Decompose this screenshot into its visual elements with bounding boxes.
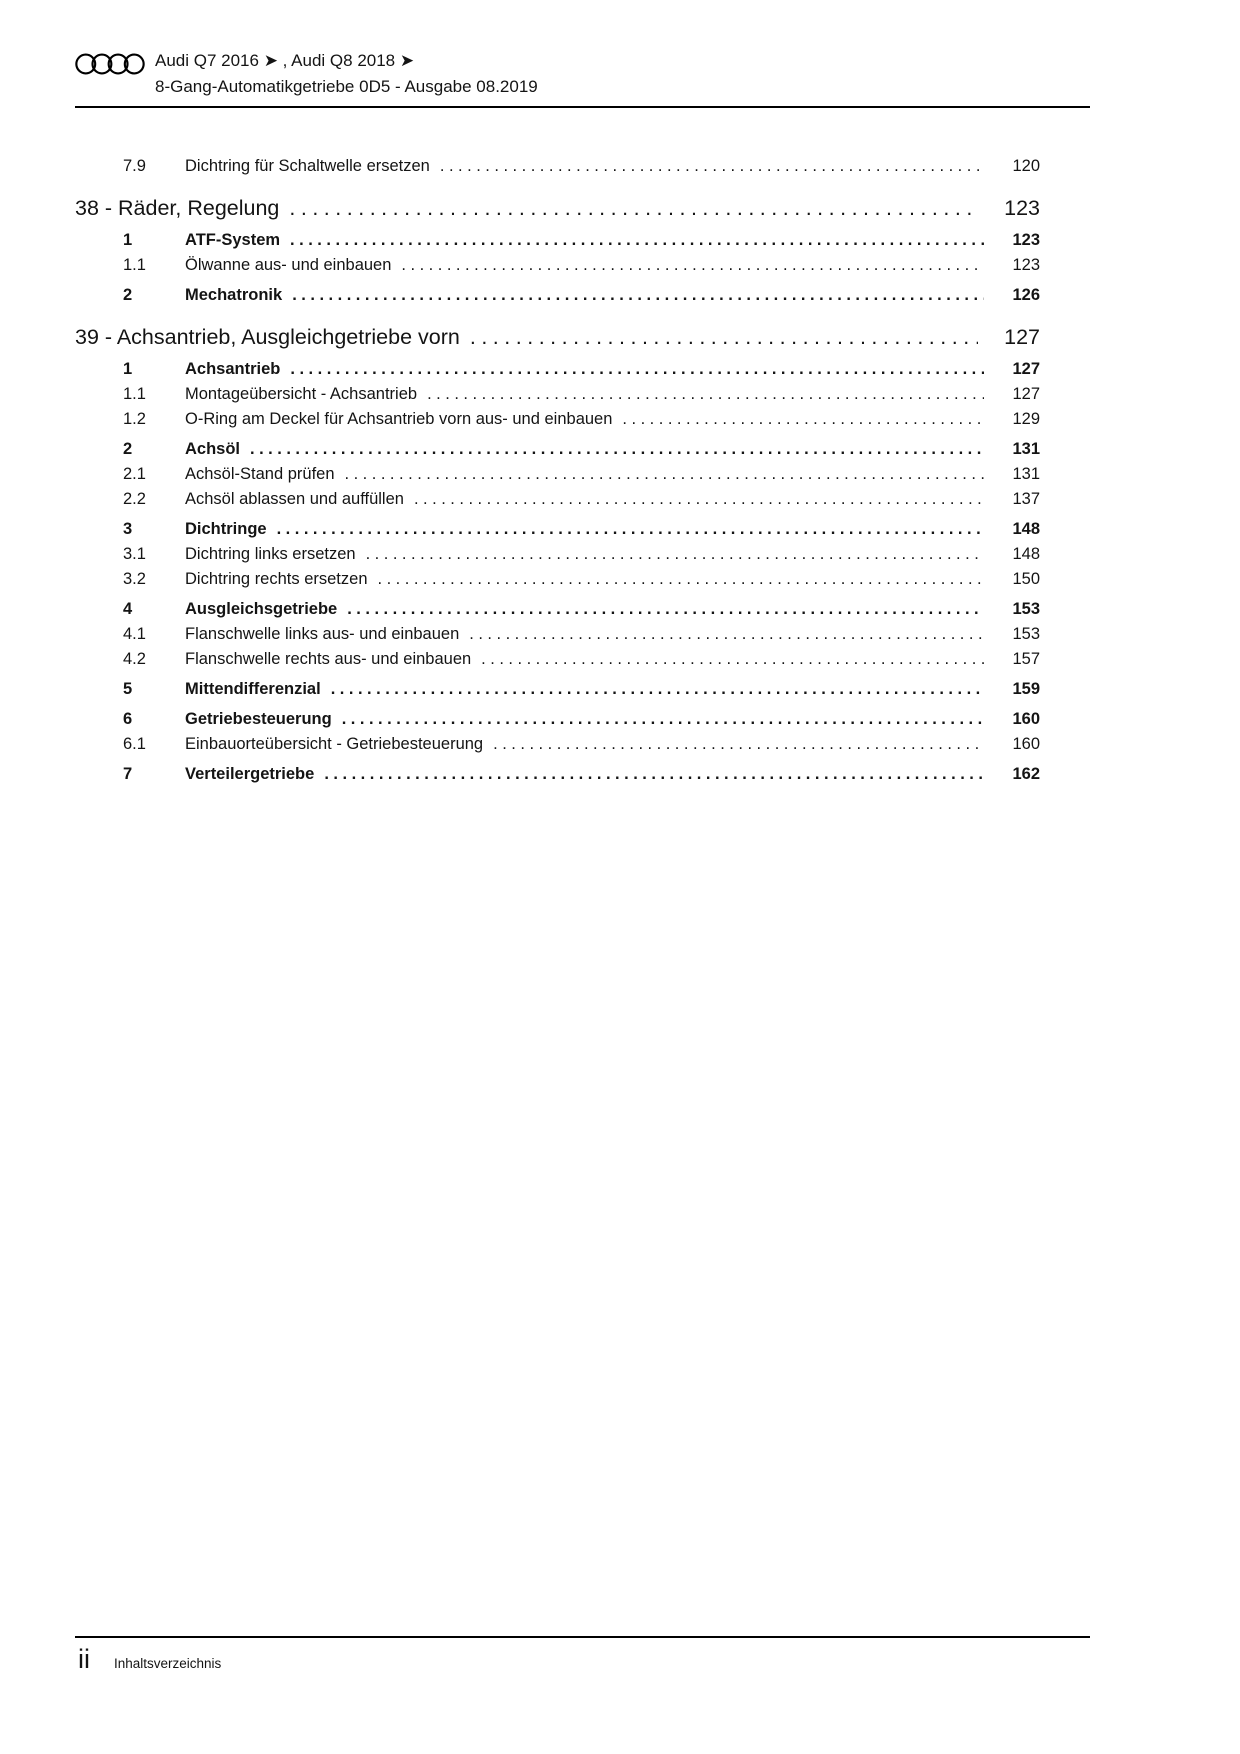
toc-entry-title: Einbauorteübersicht - Getriebesteuerung	[185, 735, 484, 753]
toc-entry	[75, 677, 1040, 702]
page-footer	[78, 1644, 221, 1674]
toc-entry-number: 2	[123, 286, 133, 304]
toc-entry-page: 123	[1004, 196, 1040, 220]
toc-entry-title: Montageübersicht - Achsantrieb	[185, 385, 418, 403]
toc-entry-page: 127	[1012, 360, 1040, 378]
toc-entry-title: Ölwanne aus- und einbauen	[185, 256, 392, 274]
toc-entry	[75, 707, 1040, 732]
toc-entry-number: 4	[123, 600, 133, 618]
toc-entry-title: ATF-System	[185, 231, 281, 249]
toc-entry-title: O-Ring am Deckel für Achsantrieb vorn aus- und einbauen	[185, 410, 613, 428]
toc-entry-page: 123	[1012, 231, 1040, 249]
dot-leader	[427, 382, 984, 407]
toc-entry-page: 131	[1012, 440, 1040, 458]
toc-entry-title: Dichtringe	[185, 520, 267, 538]
toc-entry-title: Flanschwelle rechts aus- und einbauen	[185, 650, 472, 668]
toc-entry-number: 5	[123, 680, 133, 698]
toc-entry-page: 159	[1012, 680, 1040, 698]
toc-entry	[75, 228, 1040, 253]
table-of-contents	[75, 154, 1040, 787]
toc-entry-number: 3.2	[123, 570, 146, 588]
toc-entry	[75, 647, 1040, 672]
toc-entry-page: 157	[1012, 650, 1040, 668]
dot-leader	[277, 517, 984, 542]
toc-entry-number: 3	[123, 520, 133, 538]
toc-entry-title: Mittendifferenzial	[185, 680, 321, 698]
toc-entry-title: Verteilergetriebe	[185, 765, 315, 783]
toc-entry-page: 148	[1012, 520, 1040, 538]
toc-entry-page: 127	[1012, 385, 1040, 403]
dot-leader	[290, 357, 984, 382]
toc-entry-number: 4.1	[123, 625, 146, 643]
toc-entry-page: 137	[1012, 490, 1040, 508]
toc-chapter-entry	[75, 193, 1040, 223]
toc-entry-number: 1	[123, 231, 133, 249]
toc-entry-page: 129	[1012, 410, 1040, 428]
toc-entry-number: 7.9	[123, 157, 146, 175]
toc-entry-number: 1	[123, 360, 133, 378]
dot-leader	[401, 253, 984, 278]
dot-leader	[414, 487, 984, 512]
dot-leader	[345, 462, 984, 487]
footer-divider	[75, 1636, 1090, 1638]
dot-leader	[290, 228, 984, 253]
toc-entry	[75, 283, 1040, 308]
toc-entry-title: Achsöl ablassen und auffüllen	[185, 490, 404, 508]
dot-leader	[378, 567, 985, 592]
dot-leader	[324, 762, 984, 787]
toc-entry-number: 1.2	[123, 410, 146, 428]
dot-leader	[470, 322, 978, 352]
dot-leader	[331, 677, 984, 702]
dot-leader	[440, 154, 984, 179]
toc-entry-page: 127	[1004, 325, 1040, 349]
toc-entry-number: 2.2	[123, 490, 146, 508]
toc-chapter-entry	[75, 322, 1040, 352]
toc-entry-page: 148	[1012, 545, 1040, 563]
toc-entry-title: Mechatronik	[185, 286, 283, 304]
dot-leader	[493, 732, 984, 757]
toc-entry-number: 2	[123, 440, 133, 458]
toc-entry	[75, 487, 1040, 512]
toc-entry-title: Dichtring für Schaltwelle ersetzen	[185, 157, 430, 175]
toc-entry-title: Flanschwelle links aus- und einbauen	[185, 625, 460, 643]
toc-entry-title: Achsantrieb	[185, 360, 281, 378]
toc-entry	[75, 542, 1040, 567]
toc-entry	[75, 382, 1040, 407]
toc-entry-number: 2.1	[123, 465, 146, 483]
dot-leader	[292, 283, 984, 308]
toc-entry-number: 7	[123, 765, 133, 783]
toc-entry	[75, 462, 1040, 487]
dot-leader	[366, 542, 984, 567]
toc-entry-title: 38 - Räder, Regelung	[75, 196, 280, 220]
toc-entry-title: Ausgleichsgetriebe	[185, 600, 338, 618]
toc-entry	[75, 517, 1040, 542]
toc-entry-title: Dichtring links ersetzen	[185, 545, 356, 563]
toc-entry-title: Achsöl	[185, 440, 241, 458]
toc-entry-page: 162	[1012, 765, 1040, 783]
toc-entry-number: 6.1	[123, 735, 146, 753]
dot-leader	[481, 647, 984, 672]
toc-entry-page: 160	[1012, 735, 1040, 753]
toc-entry	[75, 253, 1040, 278]
header-title-line1: Audi Q7 2016 ➤ , Audi Q8 2018 ➤	[155, 51, 415, 70]
toc-entry-page: 150	[1012, 570, 1040, 588]
toc-entry-title: 39 - Achsantrieb, Ausgleichgetriebe vorn	[75, 325, 460, 349]
header-title-line2: 8-Gang-Automatikgetriebe 0D5 - Ausgabe 08.2019	[155, 77, 538, 96]
toc-entry-number: 4.2	[123, 650, 146, 668]
toc-entry	[75, 357, 1040, 382]
toc-entry-title: Achsöl-Stand prüfen	[185, 465, 335, 483]
toc-entry-number: 1.1	[123, 256, 146, 274]
toc-entry-number: 6	[123, 710, 133, 728]
toc-entry	[75, 762, 1040, 787]
dot-leader	[342, 707, 984, 732]
toc-entry-title: Dichtring rechts ersetzen	[185, 570, 368, 588]
toc-entry	[75, 154, 1040, 179]
toc-entry-page: 120	[1012, 157, 1040, 175]
toc-entry-page: 126	[1012, 286, 1040, 304]
page-header	[75, 50, 1090, 98]
toc-entry-title: Getriebesteuerung	[185, 710, 332, 728]
dot-leader	[622, 407, 984, 432]
toc-entry-page: 160	[1012, 710, 1040, 728]
audi-rings-logo-icon	[75, 51, 145, 77]
dot-leader	[289, 193, 978, 223]
toc-entry	[75, 732, 1040, 757]
toc-entry-page: 153	[1012, 600, 1040, 618]
footer-label: Inhaltsverzeichnis	[114, 1656, 222, 1671]
toc-entry	[75, 407, 1040, 432]
toc-entry-page: 131	[1012, 465, 1040, 483]
toc-entry	[75, 622, 1040, 647]
dot-leader	[469, 622, 984, 647]
toc-entry-number: 1.1	[123, 385, 146, 403]
toc-entry-number: 3.1	[123, 545, 146, 563]
header-divider	[75, 106, 1090, 108]
toc-entry	[75, 567, 1040, 592]
dot-leader	[347, 597, 984, 622]
toc-entry-page: 123	[1012, 256, 1040, 274]
dot-leader	[250, 437, 984, 462]
toc-entry	[75, 597, 1040, 622]
toc-entry	[75, 437, 1040, 462]
toc-entry-page: 153	[1012, 625, 1040, 643]
footer-page-number: ii	[78, 1644, 90, 1674]
